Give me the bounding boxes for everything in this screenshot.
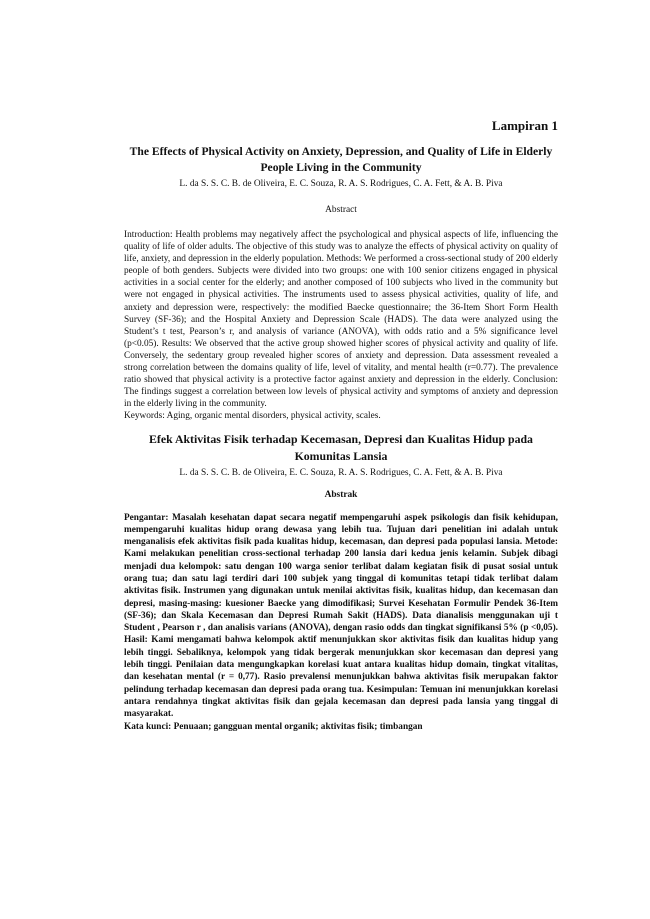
indonesian-abstract-heading: Abstrak: [324, 489, 358, 500]
appendix-label: Lampiran 1: [491, 118, 558, 133]
indonesian-abstract-body: Pengantar: Masalah kesehatan dapat secara negatif mempengaruhi aspek psikologis dan fisik kehidupan, mempengaruhi kualitas hidup orang dewasa yang lebih tua. Tujuan dari penelitian ini adalah untuk menganalisis efek aktivitas fisik pada kualitas hidup, kecemasan, dan depresi pada populasi lansia. Metode: Kami melakukan penelitian cross-sectional terhadap 200 lansia dari kedua jenis kelamin. Subjek dibagi menjadi dua kelompok: satu dengan 100 warga senior terlibat dalam kegiatan fisik di pusat sosial untuk orang tua; dan satu lagi terdiri dari 100 subjek yang tinggal di komunitas tetapi tidak terlibat dalam aktivitas fisik. Instrumen yang digunakan untuk menilai aktivitas fisik, kualitas hidup, dan kecemasan dan depresi, masing-masing: kuesioner Baecke yang dimodifikasi; Survei Kesehatan Formulir Pendek 36-Item (SF-36); dan Skala Kecemasan dan Depresi Rumah Sakit (HADS). Data dianalisis menggunakan uji t Student , Pearson r , dan analisis varians (ANOVA), dengan rasio odds dan tingkat signifikansi 5% (p <0,05). Hasil: Kami mengamati bahwa kelompok aktif menunjukkan skor aktivitas fisik dan kualitas hidup yang lebih tinggi. Sebaliknya, kelompok yang tidak bergerak menunjukkan skor kecemasan dan depresi yang lebih tinggi. Penilaian data mengungkapkan korelasi kuat antara kualitas hidup domain, tingkat vitalitas, dan kesehatan mental (r = 0,77). Rasio prevalensi menunjukkan bahwa aktivitas fisik merupakan faktor pelindung terhadap kecemasan dan depresi pada orang tua. Kesimpulan: Temuan ini menunjukkan korelasi antara rendahnya tingkat aktivitas fisik dan gejala kecemasan dan depresi pada lansia yang tinggal di masyarakat.: [124, 512, 558, 720]
indonesian-keywords: Kata kunci: Penuaan; gangguan mental organik; aktivitas fisik; timbangan: [124, 721, 423, 732]
indonesian-authors: L. da S. S. C. B. de Oliveira, E. C. Souza, R. A. S. Rodrigues, C. A. Fett, & A. B. Piva: [179, 467, 503, 478]
indonesian-title: Efek Aktivitas Fisik terhadap Kecemasan, Depresi dan Kualitas Hidup pada Komunitas Lansia: [149, 431, 533, 463]
english-title: The Effects of Physical Activity on Anxiety, Depression, and Quality of Life in Elderly People Living in the Community: [129, 145, 553, 174]
english-abstract-heading: Abstract: [325, 205, 357, 215]
english-authors: L. da S. S. C. B. de Oliveira, E. C. Souza, R. A. S. Rodrigues, C. A. Fett, & A. B. Piva: [179, 179, 503, 189]
document-page: [124, 118, 558, 733]
english-abstract-body: Introduction: Health problems may negatively affect the psychological and physical aspects of life, influencing the quality of life of older adults. The objective of this study was to analyze the effects of physical activity on quality of life, anxiety, and depression in the elderly population. Methods: We performed a cross-sectional study of 200 elderly people of both genders. Subjects were divided into two groups: one with 100 senior citizens engaged in physical activities in a social center for the elderly; and another composed of 100 subjects who lived in the community but were not engaged in physical activities. The instruments used to assess physical activities, quality of life, and anxiety and depression were, respectively: the modified Baecke questionnaire; the 36-Item Short Form Health Survey (SF-36); and the Hospital Anxiety and Depression Scale (HADS). The data were analyzed using the Student’s t test, Pearson’s r, and analysis of variance (ANOVA), with odds ratio and a 5% significance level (p<0.05). Results: We observed that the active group showed higher scores of physical activity and quality of life. Conversely, the sedentary group revealed higher scores of anxiety and depression. Data assessment revealed a strong correlation between the domains quality of life, level of vitality, and mental health (r=0.77). The prevalence ratio showed that physical activity is a protective factor against anxiety and depression in the elderly. Conclusion: The findings suggest a correlation between low levels of physical activity and symptoms of anxiety and depression in the elderly living in the community.: [124, 230, 558, 410]
english-keywords: Keywords: Aging, organic mental disorders, physical activity, scales.: [124, 411, 381, 422]
